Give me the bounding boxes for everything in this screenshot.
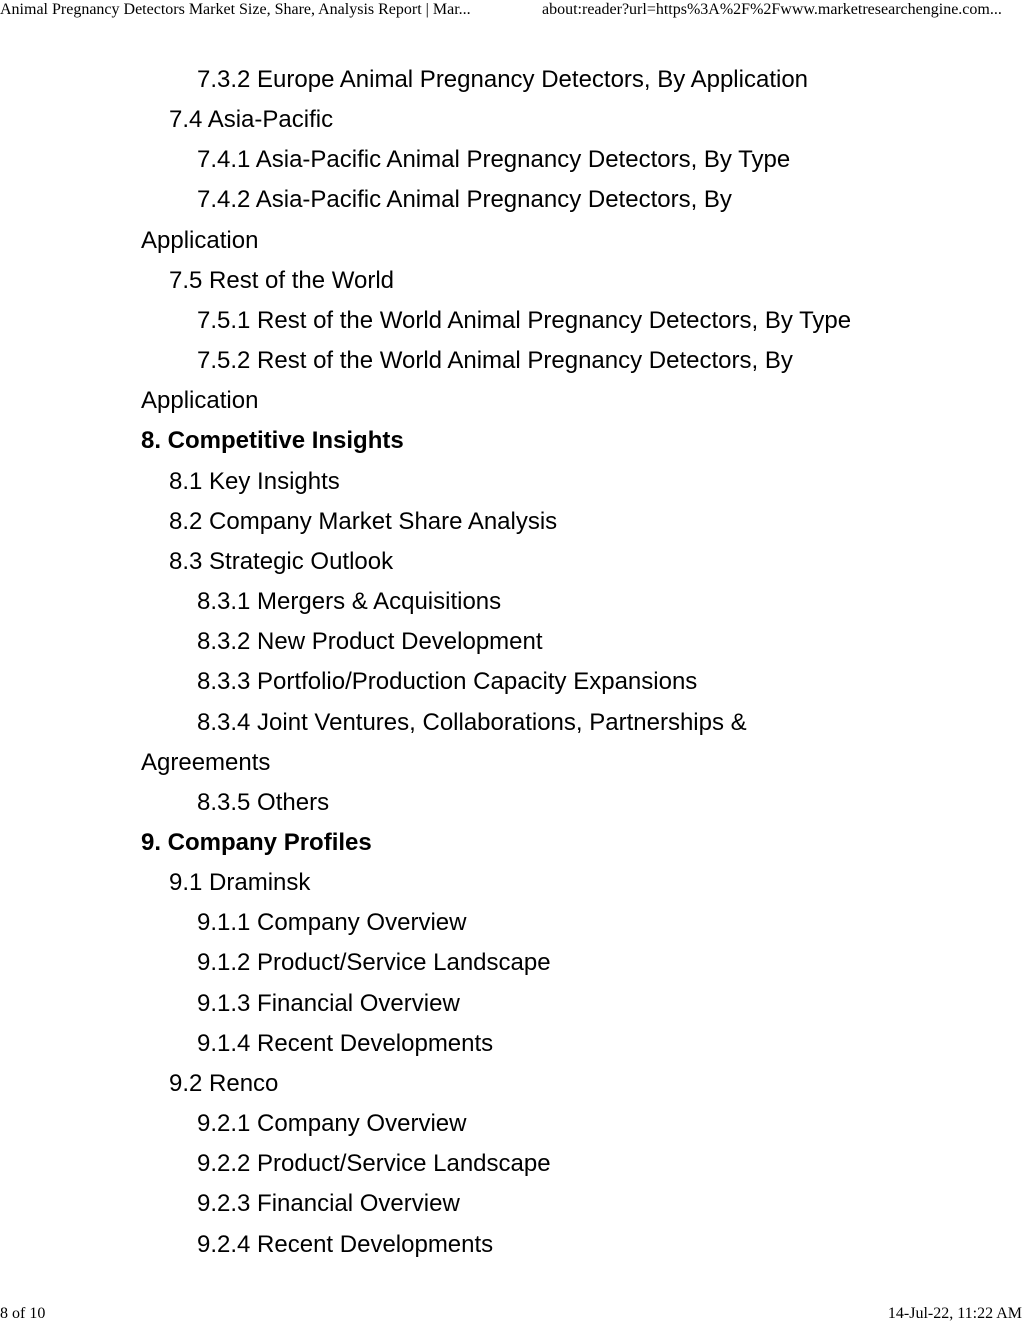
toc-entry: 8.2 Company Market Share Analysis <box>169 507 558 535</box>
toc-entry: 8.3.1 Mergers & Acquisitions <box>197 588 502 616</box>
page-title: Animal Pregnancy Detectors Market Size, Share, Analysis Report | Mar... <box>0 1 471 18</box>
toc-entry: 9.2.4 Recent Developments <box>197 1230 494 1258</box>
print-header <box>0 0 1024 24</box>
page-number: 8 of 10 <box>0 1305 46 1322</box>
toc-entry: 9.1.1 Company Overview <box>197 909 467 937</box>
toc-entry: 8.3.4 Joint Ventures, Collaborations, Partnerships & <box>197 708 747 736</box>
table-of-contents <box>141 60 901 1265</box>
toc-entry: 7.3.2 Europe Animal Pregnancy Detectors, By Application <box>197 66 809 93</box>
toc-entry: 9.1.4 Recent Developments <box>197 1029 494 1057</box>
toc-entry: 8.3.2 New Product Development <box>197 628 543 656</box>
toc-entry: 9.2.2 Product/Service Landscape <box>197 1150 551 1178</box>
toc-line-continuation: Agreements <box>141 748 271 776</box>
toc-entry: 7.5.2 Rest of the World Animal Pregnancy Detectors, By <box>197 347 793 375</box>
toc-line-continuation: Application <box>141 387 259 415</box>
toc-entry: 7.4.1 Asia-Pacific Animal Pregnancy Detectors, By Type <box>197 146 791 174</box>
toc-entry: 7.4 Asia-Pacific <box>169 106 334 134</box>
toc-entry: 8.3.5 Others <box>197 788 330 816</box>
toc-entry: 9.1.3 Financial Overview <box>197 989 460 1017</box>
toc-entry: 9.1 Draminsk <box>169 869 311 897</box>
page-url: about:reader?url=https%3A%2F%2Fwww.marketresearchengine.com... <box>542 1 1002 18</box>
toc-entry: 8.3 Strategic Outlook <box>169 547 394 575</box>
toc-entry: 9.1.2 Product/Service Landscape <box>197 949 551 977</box>
print-datetime: 14-Jul-22, 11:22 AM <box>887 1305 1022 1322</box>
toc-entry: 7.4.2 Asia-Pacific Animal Pregnancy Detectors, By <box>197 186 732 214</box>
toc-entry: 8.1 Key Insights <box>169 467 340 495</box>
toc-entry: 7.5.1 Rest of the World Animal Pregnancy Detectors, By Type <box>197 306 852 334</box>
toc-entry: 9.2 Renco <box>169 1069 279 1097</box>
toc-entry: 9.2.1 Company Overview <box>197 1110 467 1138</box>
toc-entry: 9.2.3 Financial Overview <box>197 1190 460 1218</box>
toc-line-continuation: Application <box>141 226 259 254</box>
toc-section-heading: 9. Company Profiles <box>141 828 372 856</box>
toc-entry: 8.3.3 Portfolio/Production Capacity Expansions <box>197 668 698 696</box>
toc-entry: 7.5 Rest of the World <box>169 266 394 294</box>
toc-section-heading: 8. Competitive Insights <box>141 427 404 455</box>
print-footer <box>0 1304 1024 1325</box>
